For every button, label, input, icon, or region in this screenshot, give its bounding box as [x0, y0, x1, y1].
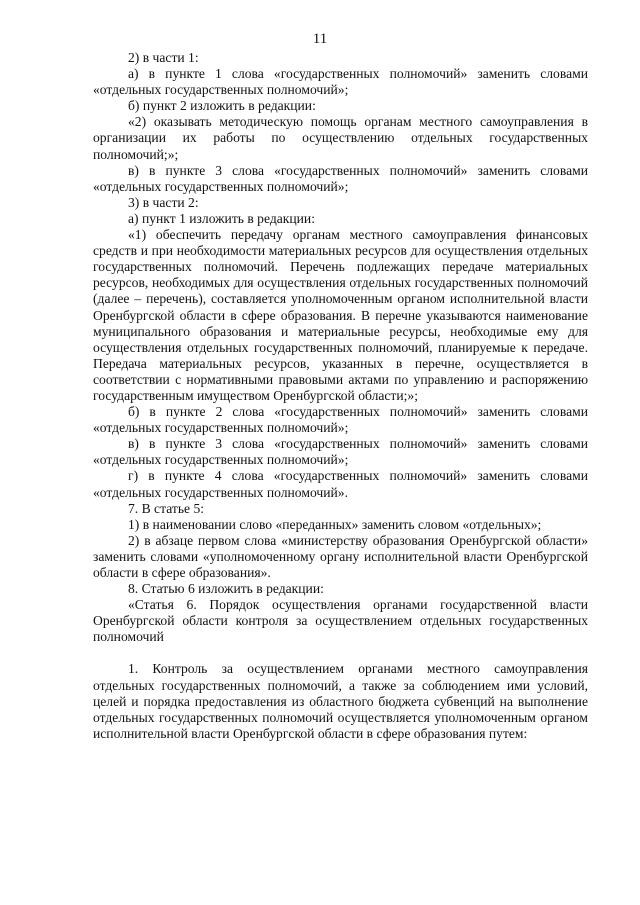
- paragraph-part2-item-g: г) в пункте 4 слова «государственных полномочий» заменить словами «отдельных государственных полномочий».: [93, 468, 588, 500]
- paragraph-article5-item2: 2) в абзаце первом слова «министерству образования Оренбургской области» заменить словами «уполномоченному органу исполнительной власти Оренбургской области в сфере образования».: [93, 532, 588, 580]
- paragraph-item-a: а) в пункте 1 слова «государственных полномочий» заменить словами «отдельных государственных полномочий»;: [93, 66, 588, 98]
- paragraph-quote-1: «1) обеспечить передачу органам местного самоуправления финансовых средств и при необходимости материальных ресурсов для осуществления отдельных государственных полномочий. Перечень подлежащих передаче материальных ресурсов, необходимых для осуществления отдельных государственных полномочий (далее – перечень), составляется уполномоченным органом исполнительной власти Оренбургской области в сфере образования. В перечне указываются наименование муниципального образования и материальные ресурсы, необходимые ему для осуществления отдельных государственных полномочий, планируемые к передаче. Передача материальных ресурсов, указанных в перечне, осуществляется в соответствии с нормативными правовыми актами по управлению и распоряжению государственным имуществом Оренбургской области;»;: [93, 227, 588, 403]
- paragraph-part2: 3) в части 2:: [128, 194, 199, 210]
- page-number: 11: [312, 31, 328, 47]
- paragraph-article5: 7. В статье 5:: [128, 500, 205, 516]
- paragraph-article6-intro: 8. Статью 6 изложить в редакции:: [128, 581, 324, 597]
- article6-title: «Статья 6. Порядок осуществления органами государственной власти Оренбургской области контроля за осуществлением отдельных государственных полномочий: [93, 597, 588, 645]
- paragraph-item-v: в) в пункте 3 слова «государственных полномочий» заменить словами «отдельных государственных полномочий»;: [93, 162, 588, 194]
- document-body: [93, 50, 588, 742]
- paragraph-item-b: б) пункт 2 изложить в редакции:: [128, 98, 316, 114]
- paragraph-part2-item-b: б) в пункте 2 слова «государственных полномочий» заменить словами «отдельных государственных полномочий»;: [93, 404, 588, 436]
- paragraph-quote-2: «2) оказывать методическую помощь органам местного самоуправления в организации их работы по осуществлению отдельных государственных полномочий;»;: [93, 114, 588, 162]
- paragraph-article5-item1: 1) в наименовании слово «переданных» заменить словом «отдельных»;: [128, 516, 542, 532]
- paragraph-part2-item-a: а) пункт 1 изложить в редакции:: [128, 210, 315, 226]
- paragraph-part1: 2) в части 1:: [128, 50, 199, 65]
- paragraph-part2-item-v: в) в пункте 3 слова «государственных полномочий» заменить словами «отдельных государственных полномочий»;: [93, 436, 588, 468]
- paragraph-article6-item1: 1. Контроль за осуществлением органами местного самоуправления отдельных государственных полномочий, а также за соблюдением ими условий, целей и порядка предоставления из областного бюджета субвенций на выполнение отдельных государственных полномочий осуществляется уполномоченным органом исполнительной власти Оренбургской области в сфере образования путем:: [93, 661, 588, 741]
